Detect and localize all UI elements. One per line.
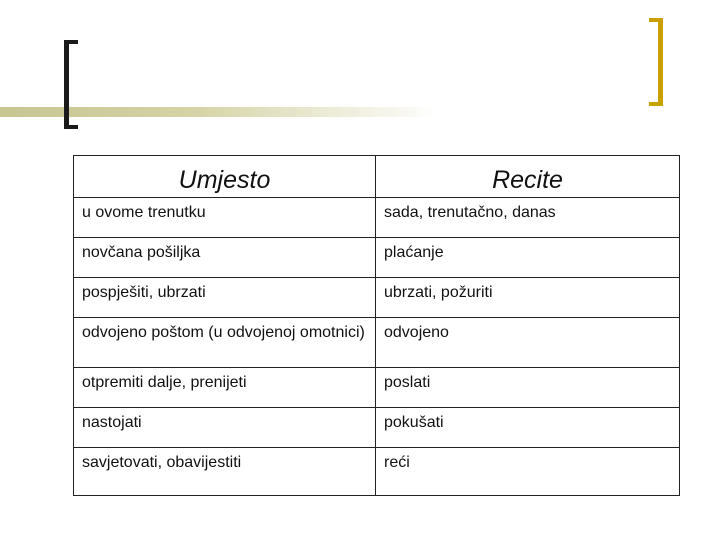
table-cell: savjetovati, obavijestiti (74, 448, 376, 496)
table-row (74, 318, 680, 368)
table-cell: poslati (376, 368, 680, 408)
header-recite (376, 156, 680, 198)
right-bracket-decoration (649, 18, 663, 106)
table-header-row (74, 156, 680, 198)
table-cell: reći (376, 448, 680, 496)
table-cell: nastojati (74, 408, 376, 448)
left-bracket-decoration (64, 40, 78, 129)
table-cell: odvojeno (376, 318, 680, 368)
header-label: Umjesto (178, 166, 271, 194)
table-cell: odvojeno poštom (u odvojenoj omotnici) (74, 318, 376, 368)
table-cell: otpremiti dalje, prenijeti (74, 368, 376, 408)
table-row (74, 368, 680, 408)
table-cell: ubrzati, požuriti (376, 278, 680, 318)
table-row (74, 238, 680, 278)
table-row (74, 278, 680, 318)
table-cell: novčana pošiljka (74, 238, 376, 278)
table-cell: pospješiti, ubrzati (74, 278, 376, 318)
table-row (74, 408, 680, 448)
table-row (74, 448, 680, 496)
table-cell: u ovome trenutku (74, 198, 376, 238)
table-cell: pokušati (376, 408, 680, 448)
word-replacement-table (73, 155, 680, 496)
header-umjesto (74, 156, 376, 198)
table-cell: plaćanje (376, 238, 680, 278)
table-row (74, 198, 680, 238)
header-label: Recite (492, 166, 563, 194)
table-cell: sada, trenutačno, danas (376, 198, 680, 238)
